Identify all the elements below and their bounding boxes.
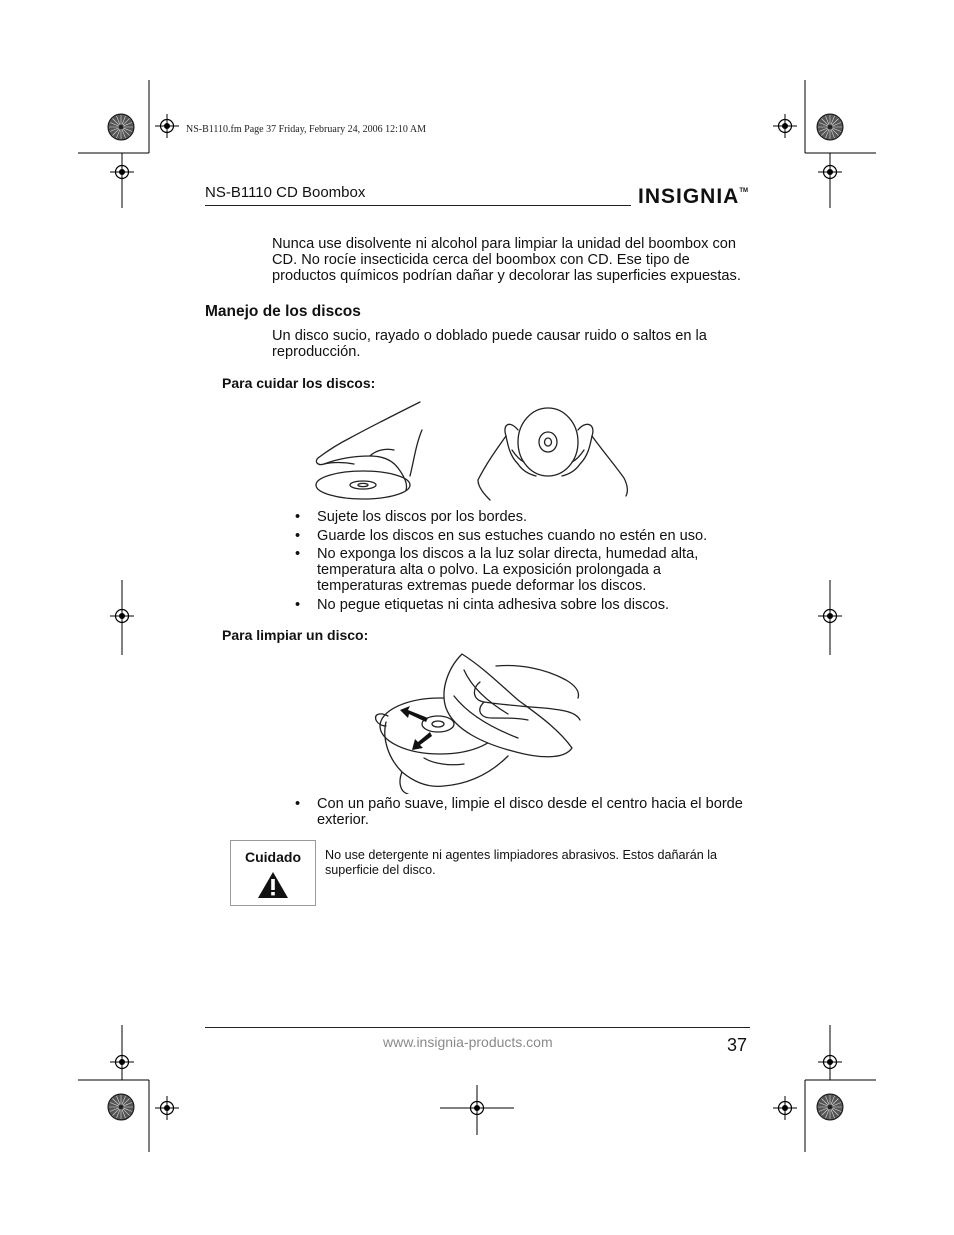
section-paragraph: Un disco sucio, rayado o doblado puede causar ruido o saltos en la reproducción. bbox=[272, 328, 707, 360]
logo-tm: TM bbox=[739, 188, 749, 194]
disc-cleaning-illustration bbox=[368, 648, 584, 794]
care-bullet-list bbox=[295, 509, 750, 615]
cleaning-bullet-list bbox=[295, 796, 750, 831]
direction-arrows-icon bbox=[400, 706, 432, 750]
section-heading: Manejo de los discos bbox=[205, 303, 361, 320]
list-item-text: Sujete los discos por los bordes. bbox=[317, 509, 528, 525]
footer-rule bbox=[205, 1027, 750, 1028]
list-item bbox=[295, 509, 750, 525]
header-title: NS-B1110 CD Boombox bbox=[205, 184, 366, 201]
list-item bbox=[295, 546, 750, 594]
header-rule bbox=[205, 205, 631, 206]
care-heading: Para cuidar los discos: bbox=[222, 375, 376, 391]
bullet-glyph: • bbox=[295, 546, 301, 562]
caution-text: No use detergente ni agentes limpiadores abrasivos. Estos dañarán la superficie del disco. bbox=[325, 848, 718, 877]
list-item-text: Guarde los discos en sus estuches cuando no estén en uso. bbox=[317, 527, 708, 544]
print-slug: NS-B1110.fm Page 37 Friday, February 24, 2006 12:10 AM bbox=[186, 124, 426, 135]
list-item bbox=[295, 597, 750, 613]
list-item-text: No pegue etiquetas ni cinta adhesiva sobre los discos. bbox=[317, 596, 670, 613]
footer-url: www.insignia-products.com bbox=[383, 1034, 553, 1050]
list-item-text: No exponga los discos a la luz solar directa, humedad alta, temperatura alta o polvo. La exposición prolongada a temperaturas extremas puede deformar los discos. bbox=[317, 546, 699, 594]
page-number: 37 bbox=[727, 1035, 748, 1055]
cleaning-heading: Para limpiar un disco: bbox=[222, 627, 369, 643]
bullet-glyph: • bbox=[295, 596, 301, 613]
disc-handling-illustration bbox=[310, 400, 640, 502]
list-item-text: Con un paño suave, limpie el disco desde el centro hacia el borde exterior. bbox=[317, 796, 743, 828]
list-item bbox=[295, 796, 750, 828]
disc-vertical-icon bbox=[518, 408, 578, 476]
caution-label: Cuidado bbox=[245, 849, 301, 865]
intro-paragraph: Nunca use disolvente ni alcohol para limpiar la unidad del boombox con CD. No rocíe insecticida cerca del boombox con CD. Ese tipo de productos químicos podrían dañar y decolorar las superficies expuestas. bbox=[272, 236, 741, 284]
bullet-glyph: • bbox=[295, 527, 301, 544]
caution-box bbox=[230, 840, 316, 906]
logo-text: INSIGNIA bbox=[638, 185, 740, 208]
bullet-glyph: • bbox=[295, 796, 301, 812]
disc-flat-icon bbox=[316, 471, 410, 499]
list-item bbox=[295, 528, 750, 544]
warning-triangle-icon bbox=[257, 871, 289, 899]
insignia-logo bbox=[638, 185, 748, 209]
bullet-glyph: • bbox=[295, 509, 301, 525]
